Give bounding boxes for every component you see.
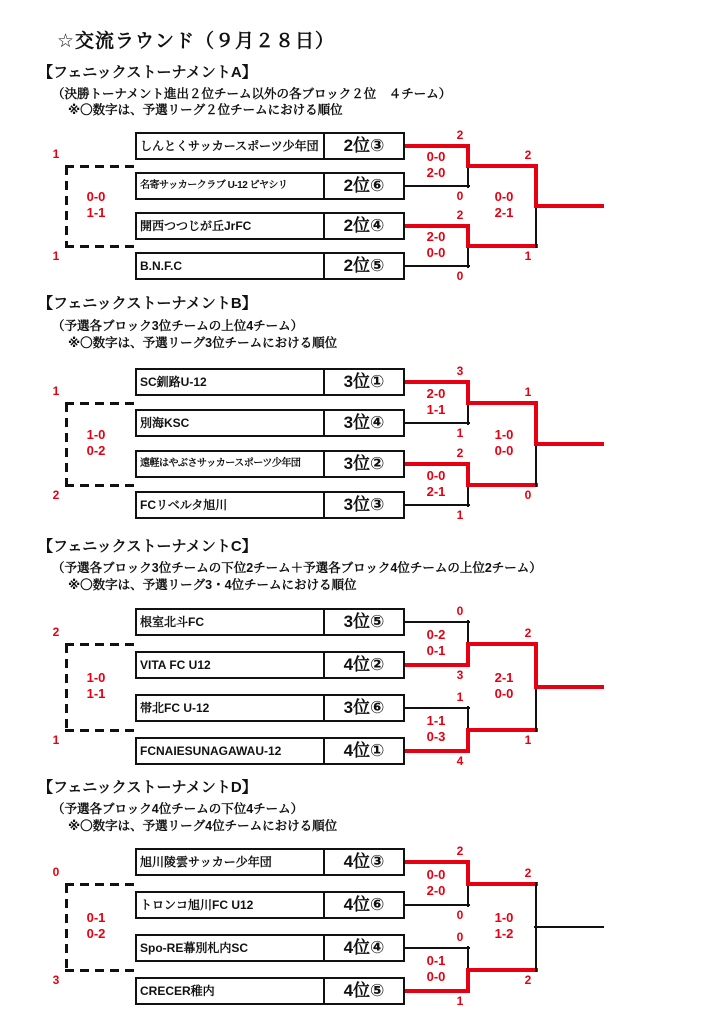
bracket-note: ※〇数字は、予選リーグ4位チームにおける順位 bbox=[68, 819, 338, 833]
consolation-bottom-total: 1 bbox=[52, 249, 60, 263]
semifinal_top-top-total: 2 bbox=[456, 128, 464, 142]
team-seed: 2位③ bbox=[323, 134, 403, 158]
team-seed: 3位⑥ bbox=[323, 696, 403, 720]
team-name: B.N.F.C bbox=[140, 259, 182, 273]
final-scores-game1: 0-0 bbox=[494, 189, 514, 204]
semifinal_top-bottom-total: 1 bbox=[456, 426, 464, 440]
team-name: Spo-RE幕別札内SC bbox=[140, 941, 249, 955]
final-bottom-total: 1 bbox=[524, 732, 532, 747]
team-name: 別海KSC bbox=[140, 416, 190, 430]
consolation-top-total: 1 bbox=[52, 383, 60, 398]
team-seed: 4位① bbox=[323, 739, 403, 763]
semifinal_top-bottom-total: 0 bbox=[456, 908, 464, 922]
semifinal_top-scores-game2: 1-1 bbox=[426, 401, 446, 417]
semifinal_top-scores-game2: 2-0 bbox=[426, 165, 446, 180]
final-bottom-total: 2 bbox=[524, 972, 532, 987]
final-bottom-total: 1 bbox=[524, 249, 532, 263]
consolation-bottom-total: 1 bbox=[52, 732, 60, 747]
bracket-heading: 【フェニックストーナメントC】 bbox=[38, 538, 257, 555]
semifinal_top-top-total: 0 bbox=[456, 604, 464, 618]
team-seed: 2位⑤ bbox=[323, 254, 403, 278]
consolation-top-total: 0 bbox=[52, 864, 60, 879]
final-scores-game2: 1-2 bbox=[494, 925, 514, 941]
semifinal_bottom-scores-game1: 0-0 bbox=[426, 467, 446, 483]
team-seed: 3位④ bbox=[323, 411, 403, 435]
team-seed: 2位④ bbox=[323, 214, 403, 238]
team-box bbox=[135, 891, 405, 919]
semifinal_bottom-scores-game1: 1-1 bbox=[426, 712, 446, 728]
final-scores-game1: 2-1 bbox=[494, 669, 514, 685]
semifinal_bottom-bottom-total: 1 bbox=[456, 508, 464, 522]
team-name: トロンコ旭川FC U12 bbox=[140, 898, 254, 912]
semifinal_bottom-top-total: 2 bbox=[456, 446, 464, 460]
final-scores-game1: 1-0 bbox=[494, 909, 514, 925]
bracket-description: （予選各ブロック4位チームの下位4チーム） bbox=[52, 802, 304, 816]
bracket-heading: 【フェニックストーナメントB】 bbox=[38, 295, 257, 312]
consolation-scores-game1: 0-1 bbox=[86, 909, 106, 925]
semifinal_top-scores-game1: 0-2 bbox=[426, 626, 446, 642]
semifinal_top-bottom-total: 3 bbox=[456, 668, 464, 682]
bracket-heading: 【フェニックストーナメントA】 bbox=[38, 64, 257, 81]
semifinal_top-scores-game2: 0-1 bbox=[426, 642, 446, 658]
team-seed: 4位④ bbox=[323, 936, 403, 960]
semifinal_top-scores-game1: 2-0 bbox=[426, 385, 446, 401]
bracket-description: （予選各ブロック3位チームの上位4チーム） bbox=[52, 319, 304, 333]
semifinal_top-scores-game1: 0-0 bbox=[426, 866, 446, 882]
final-scores bbox=[476, 910, 532, 942]
consolation-scores-game1: 0-0 bbox=[86, 189, 106, 204]
semifinal_bottom-top-line bbox=[405, 947, 470, 949]
final-top-total: 2 bbox=[524, 865, 532, 880]
consolation-bottom-total: 2 bbox=[52, 487, 60, 502]
final-scores-game1: 1-0 bbox=[494, 426, 514, 442]
semifinal_top-bottom-total: 0 bbox=[456, 189, 464, 203]
team-name: FCNAIESUNAGAWAU-12 bbox=[140, 744, 282, 758]
bracket-note: ※〇数字は、予選リーグ２位チームにおける順位 bbox=[68, 103, 343, 117]
semifinal_top-top-total: 2 bbox=[456, 844, 464, 858]
final-connector-bottom bbox=[535, 925, 537, 972]
semifinal_bottom-scores-game2: 2-1 bbox=[426, 483, 446, 499]
semifinal_bottom-bottom-total: 0 bbox=[456, 269, 464, 283]
semifinal_bottom-advance-line bbox=[466, 968, 538, 972]
team-box bbox=[135, 934, 405, 962]
final-bottom-total: 0 bbox=[524, 487, 532, 502]
team-seed: 4位⑤ bbox=[323, 979, 403, 1003]
consolation-line-bottom bbox=[65, 969, 135, 972]
semifinal_bottom-bottom-total: 4 bbox=[456, 754, 464, 768]
team-name: 帯北FC U-12 bbox=[140, 701, 210, 715]
bracket-note: ※〇数字は、予選リーグ3位チームにおける順位 bbox=[68, 336, 338, 350]
team-box bbox=[135, 848, 405, 876]
consolation-line-top bbox=[65, 883, 135, 886]
team-seed: 4位② bbox=[323, 653, 403, 677]
semifinal_bottom-scores bbox=[408, 953, 464, 985]
final-top-total: 2 bbox=[524, 625, 532, 640]
semifinal_top-scores-game2: 2-0 bbox=[426, 882, 446, 898]
team-name: CRECER稚内 bbox=[140, 984, 215, 998]
final-top-total: 1 bbox=[524, 384, 532, 399]
team-name: 名寄サッカークラブ U-12 ピヤシリ bbox=[140, 180, 288, 191]
consolation-scores-game2: 0-2 bbox=[86, 925, 106, 941]
semifinal_bottom-scores-game2: 0-0 bbox=[426, 968, 446, 984]
consolation-scores-game2: 0-2 bbox=[86, 442, 106, 458]
consolation-top-total: 2 bbox=[52, 624, 60, 639]
semifinal_bottom-scores-game2: 0-3 bbox=[426, 728, 446, 744]
semifinal_top-scores-game1: 0-0 bbox=[426, 149, 446, 164]
semifinal_bottom-top-total: 2 bbox=[456, 208, 464, 222]
semifinal_top-top-line bbox=[405, 860, 470, 864]
team-box bbox=[135, 977, 405, 1005]
semifinal_bottom-scores-game1: 2-0 bbox=[426, 229, 446, 244]
team-seed: 4位③ bbox=[323, 850, 403, 874]
final-scores-game2: 0-0 bbox=[494, 442, 514, 458]
semifinal_top-bottom-line bbox=[405, 904, 470, 906]
bracket-description: （予選各ブロック3位チームの下位2チーム＋予選各ブロック4位チームの上位2チーム） bbox=[52, 561, 542, 575]
team-seed: 3位② bbox=[323, 452, 403, 476]
team-name: SC釧路U-12 bbox=[140, 375, 207, 389]
semifinal_bottom-top-total: 1 bbox=[456, 690, 464, 704]
consolation-scores-game1: 1-0 bbox=[86, 426, 106, 442]
team-seed: 2位⑥ bbox=[323, 174, 403, 198]
final-scores-game2: 0-0 bbox=[494, 685, 514, 701]
bracket-heading: 【フェニックストーナメントD】 bbox=[38, 779, 257, 796]
final-top-total: 2 bbox=[524, 148, 532, 162]
consolation-top-total: 1 bbox=[52, 147, 60, 161]
consolation-scores-game2: 1-1 bbox=[86, 685, 106, 701]
team-seed: 3位③ bbox=[323, 493, 403, 517]
consolation-scores-game2: 1-1 bbox=[86, 205, 106, 220]
semifinal_top-scores bbox=[408, 867, 464, 899]
semifinal_bottom-bottom-line bbox=[405, 989, 470, 993]
semifinal_bottom-top-total: 0 bbox=[456, 930, 464, 944]
bracket-description: （決勝トーナメント進出２位チーム以外の各ブロック２位 ４チーム） bbox=[52, 87, 452, 101]
page-title: ☆交流ラウンド（９月２８日） bbox=[57, 31, 336, 52]
team-name: 根室北斗FC bbox=[140, 615, 204, 629]
consolation-bottom-total: 3 bbox=[52, 972, 60, 987]
final-connector-top bbox=[535, 882, 537, 929]
team-seed: 4位⑥ bbox=[323, 893, 403, 917]
champion-line bbox=[534, 926, 604, 928]
semifinal_top-advance-line bbox=[466, 882, 538, 886]
semifinal_bottom-scores-game2: 0-0 bbox=[426, 245, 446, 260]
team-name: しんとくサッカースポーツ少年団 bbox=[140, 139, 319, 153]
semifinal_bottom-bottom-total: 1 bbox=[456, 994, 464, 1008]
team-name: 遠軽はやぶさサッカースポーツ少年団 bbox=[140, 458, 301, 469]
final-scores-game2: 2-1 bbox=[494, 205, 514, 220]
semifinal_top-top-total: 3 bbox=[456, 364, 464, 378]
team-name: FCリベルタ旭川 bbox=[140, 498, 228, 512]
team-name: VITA FC U12 bbox=[140, 658, 211, 672]
semifinal_bottom-scores-game1: 0-1 bbox=[426, 952, 446, 968]
bracket-note: ※〇数字は、予選リーグ3・4位チームにおける順位 bbox=[68, 578, 357, 592]
team-seed: 3位⑤ bbox=[323, 610, 403, 634]
team-seed: 3位① bbox=[323, 370, 403, 394]
consolation-scores bbox=[68, 910, 124, 942]
team-name: 旭川陵雲サッカー少年団 bbox=[140, 855, 272, 869]
consolation-scores-game1: 1-0 bbox=[86, 669, 106, 685]
team-name: 開西つつじが丘JrFC bbox=[140, 219, 252, 233]
